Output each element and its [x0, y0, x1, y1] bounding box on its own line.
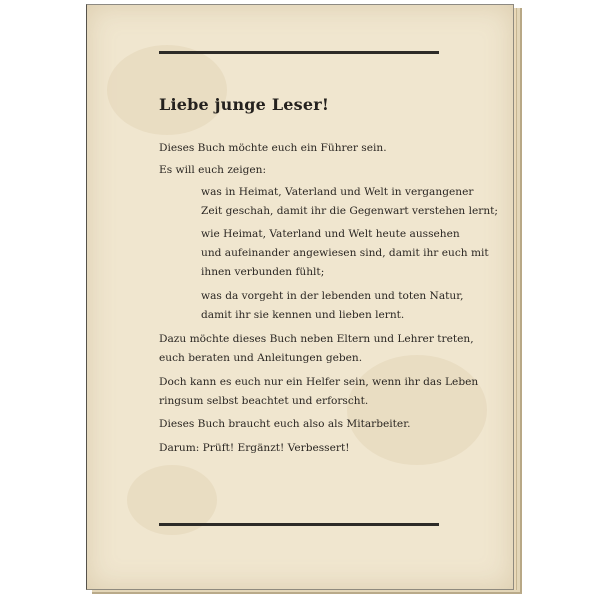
text-line: Dazu möchte dieses Buch neben Eltern und Lehrer treten,	[159, 333, 474, 345]
text-line: ringsum selbst beachtet und erforscht.	[159, 395, 369, 407]
text-line: und aufeinander angewiesen sind, damit ihr euch mit	[201, 247, 489, 259]
text-line: Dieses Buch braucht euch also als Mitarbeiter.	[159, 418, 411, 430]
paper-stain	[347, 355, 487, 465]
text-line: Darum: Prüft! Ergänzt! Verbessert!	[159, 442, 350, 454]
text-line: was in Heimat, Vaterland und Welt in vergangener	[201, 186, 474, 198]
text-line: damit ihr sie kennen und lieben lernt.	[201, 309, 405, 321]
text-line: was da vorgeht in der lebenden und toten Natur,	[201, 290, 464, 302]
text-line: Doch kann es euch nur ein Helfer sein, wenn ihr das Leben	[159, 376, 479, 388]
text-line: ihnen verbunden fühlt;	[201, 266, 325, 278]
text-line: Zeit geschah, damit ihr die Gegenwart verstehen lernt;	[201, 205, 498, 217]
top-rule	[159, 51, 439, 54]
bottom-rule	[159, 523, 439, 526]
text-line: Es will euch zeigen:	[159, 164, 267, 176]
paper-stain	[107, 45, 227, 135]
page-title: Liebe junge Leser!	[159, 95, 330, 114]
book-page	[86, 4, 514, 590]
text-line: Dieses Buch möchte euch ein Führer sein.	[159, 142, 387, 154]
text-line: wie Heimat, Vaterland und Welt heute aussehen	[201, 228, 460, 240]
text-line: euch beraten und Anleitungen geben.	[159, 352, 363, 364]
